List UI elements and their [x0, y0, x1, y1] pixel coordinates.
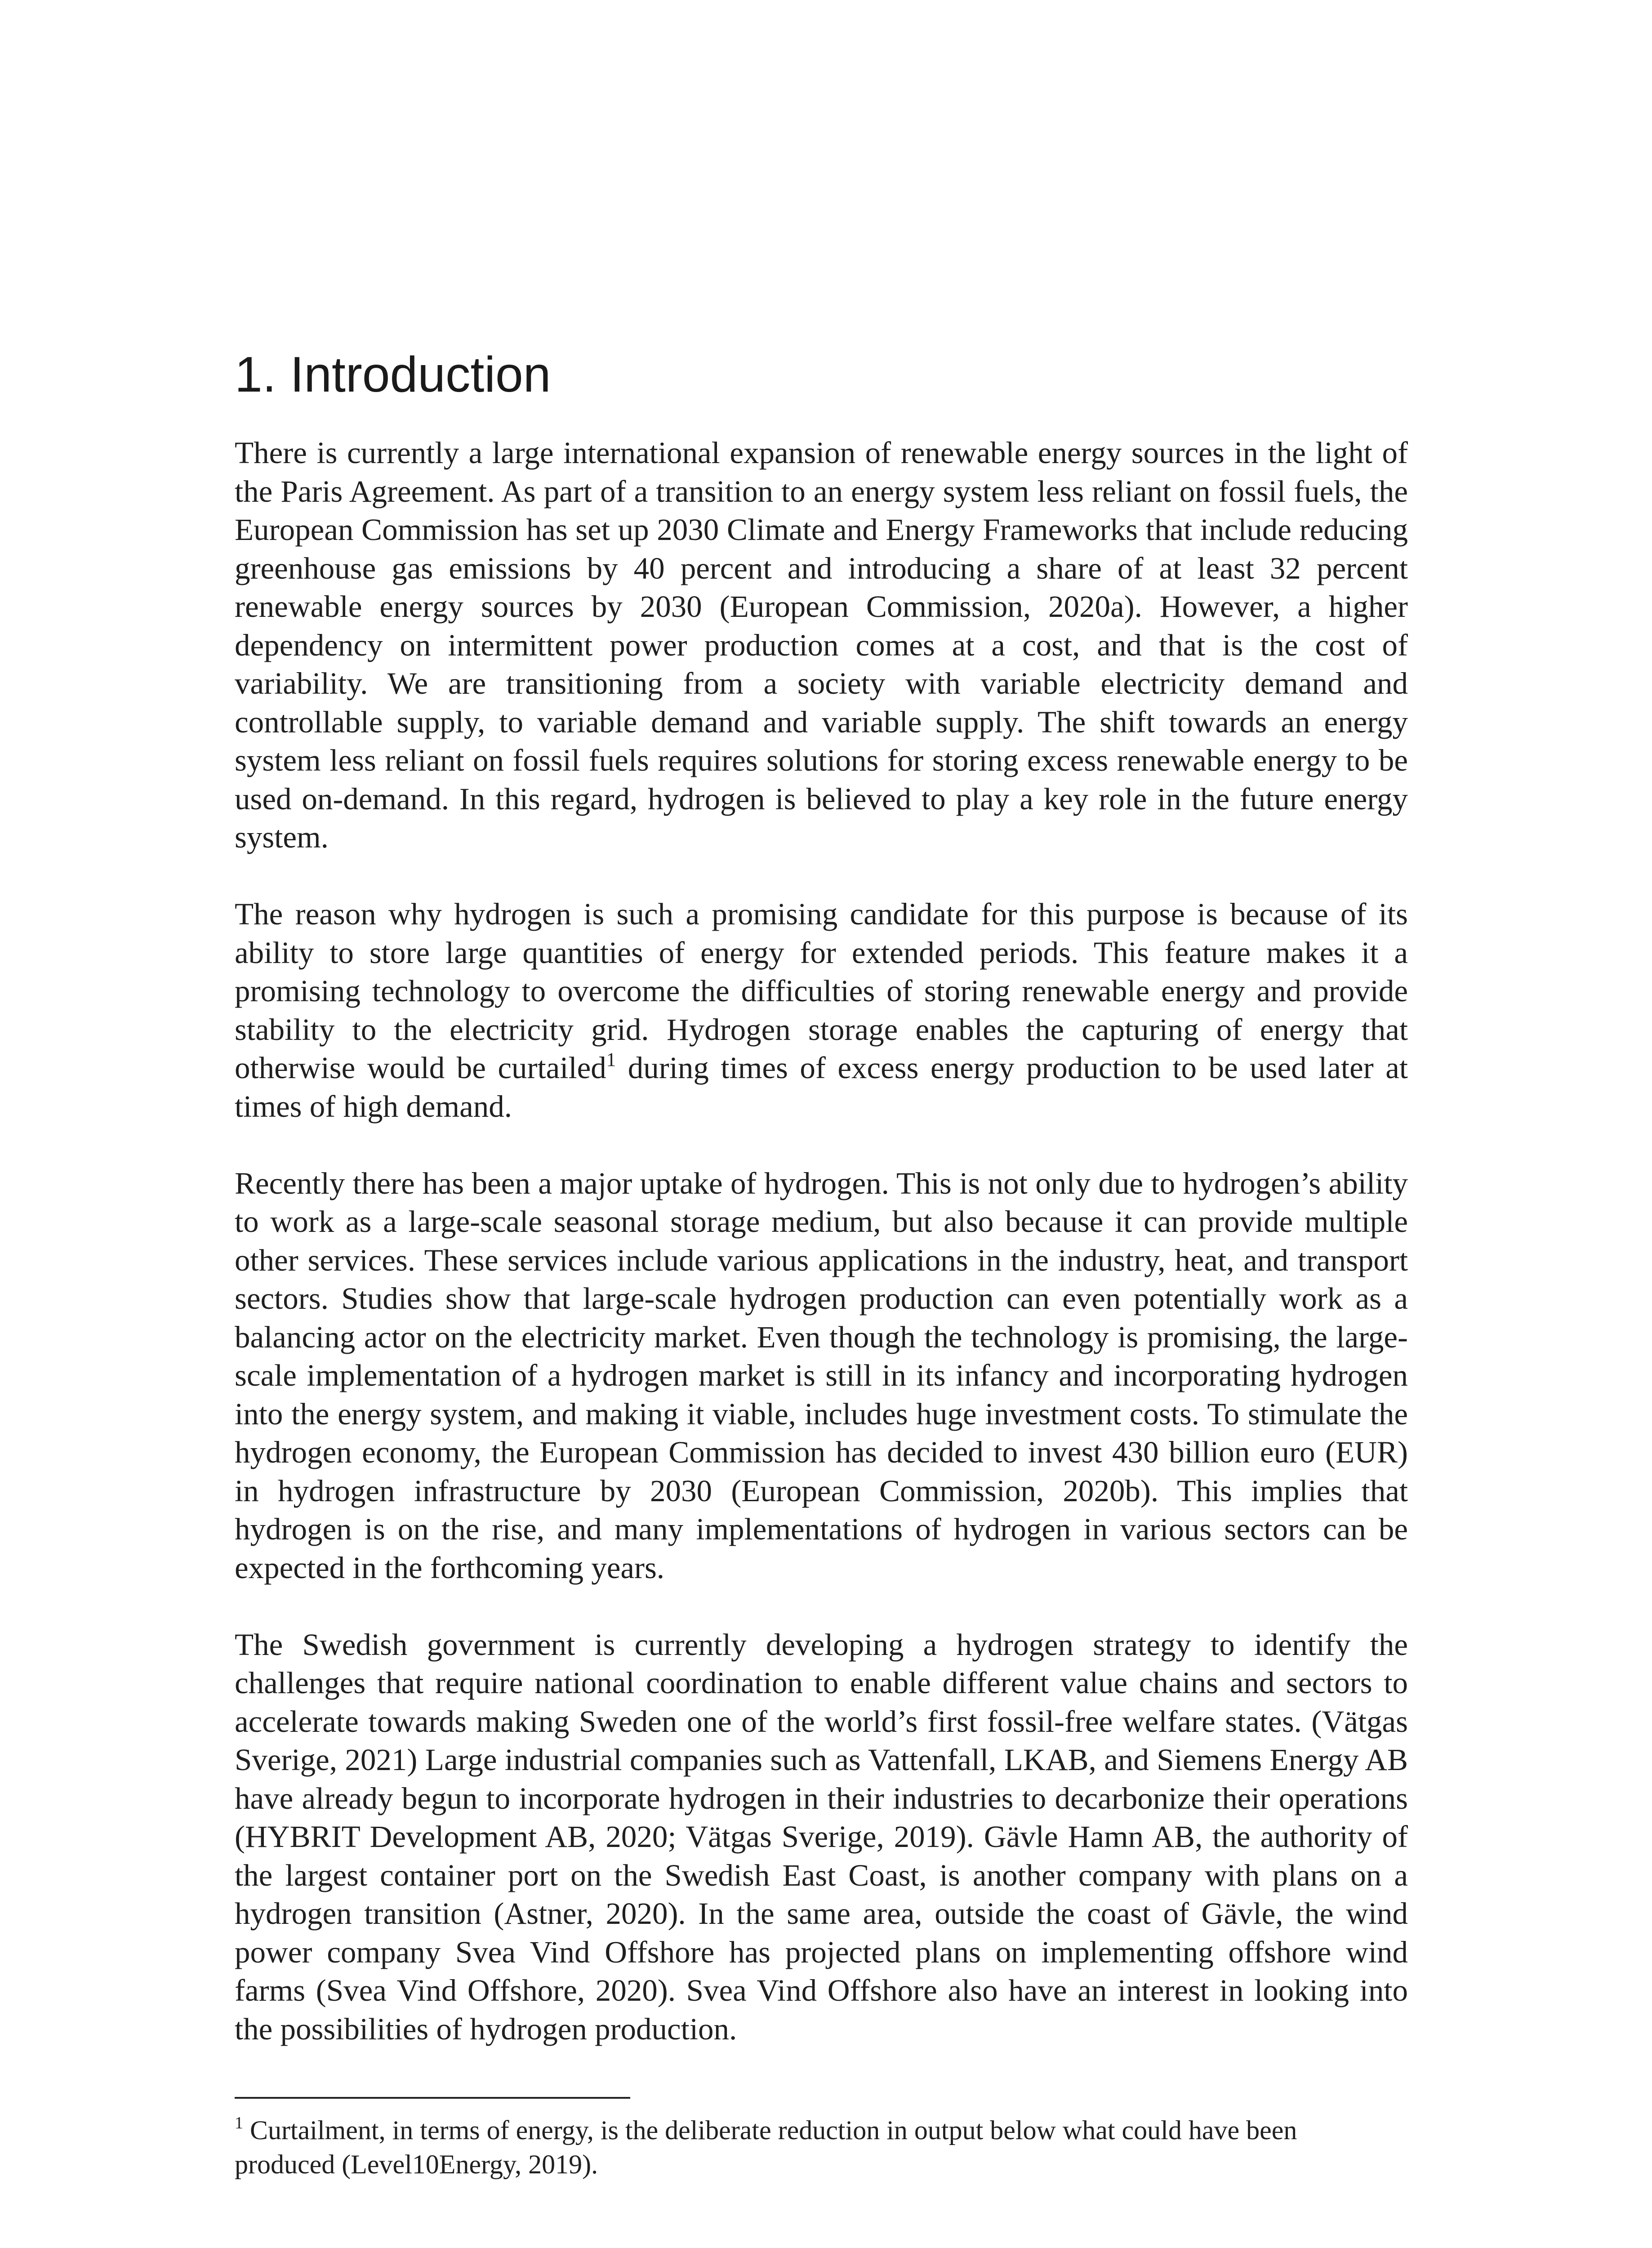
paragraph: The Swedish government is currently developing a hydrogen strategy to identify the challenges that require national coordination to enable different value chains and sectors to accelerate towards making Sweden one of the world’s first fossil-free welfare states. (Vätgas Sverige, 2021) Large industrial companies such as Vattenfall, LKAB, and Siemens Energy AB have already begun to incorporate hydrogen in their industries to decarbonize their operations (HYBRIT Development AB, 2020; Vätgas Sverige, 2019). Gävle Hamn AB, the authority of the largest container port on the Swedish East Coast, is another company with plans on a hydrogen transition (Astner, 2020). In the same area, outside the coast of Gävle, the wind power company Svea Vind Offshore has projected plans on implementing offshore wind farms (Svea Vind Offshore, 2020). Svea Vind Offshore also have an interest in looking into the possibilities of hydrogen production.	[235, 1627, 1408, 2046]
footnote-text: Curtailment, in terms of energy, is the deliberate reduction in output below what could have been produced (Level10Energy, 2019).	[235, 2115, 1297, 2179]
footnote-number: 1	[235, 2114, 243, 2132]
footnote	[235, 2113, 1385, 2181]
footnote-reference[interactable]: 1	[606, 1049, 616, 1070]
paragraph: Recently there has been a major uptake of hydrogen. This is not only due to hydrogen’s ability to work as a large-scale seasonal storage medium, but also because it can provide multiple other services. These services include various applications in the industry, heat, and transport sectors. Studies show that large-scale hydrogen production can even potentially work as a balancing actor on the electricity market. Even though the technology is promising, the large-scale implementation of a hydrogen market is still in its infancy and incorporating hydrogen into the energy system, and making it viable, includes huge investment costs. To stimulate the hydrogen economy, the European Commission has decided to invest 430 billion euro (EUR) in hydrogen infrastructure by 2030 (European Commission, 2020b). This implies that hydrogen is on the rise, and many implementations of hydrogen in various sectors can be expected in the forthcoming years.	[235, 1166, 1408, 1585]
body-text	[235, 434, 1408, 2048]
paragraph: There is currently a large international expansion of renewable energy sources in the light of the Paris Agreement. As part of a transition to an energy system less reliant on fossil fuels, the European Commission has set up 2030 Climate and Energy Frameworks that include reducing greenhouse gas emissions by 40 percent and introducing a share of at least 32 percent renewable energy sources by 2030 (European Commission, 2020a). However, a higher dependency on intermittent power production comes at a cost, and that is the cost of variability. We are transitioning from a society with variable electricity demand and controllable supply, to variable demand and variable supply. The shift towards an energy system less reliant on fossil fuels requires solutions for storing excess renewable energy to be used on-demand. In this regard, hydrogen is believed to play a key role in the future energy system.	[235, 436, 1408, 854]
paragraph-text: The reason why hydrogen is such a promising candidate for this purpose is because of its ability to store large quantities of energy for extended periods. This feature makes it a promising technology to overcome the difficulties of storing renewable energy and provide stability to the electricity grid. Hydrogen storage enables the capturing of energy that otherwise would be curtailed	[235, 897, 1408, 1085]
paragraph-text: during times of excess energy production to be used later at times of high demand.	[235, 1051, 1408, 1124]
section-heading: 1. Introduction	[235, 347, 551, 402]
footnote-separator	[235, 2097, 630, 2099]
paragraph	[235, 895, 1408, 1126]
